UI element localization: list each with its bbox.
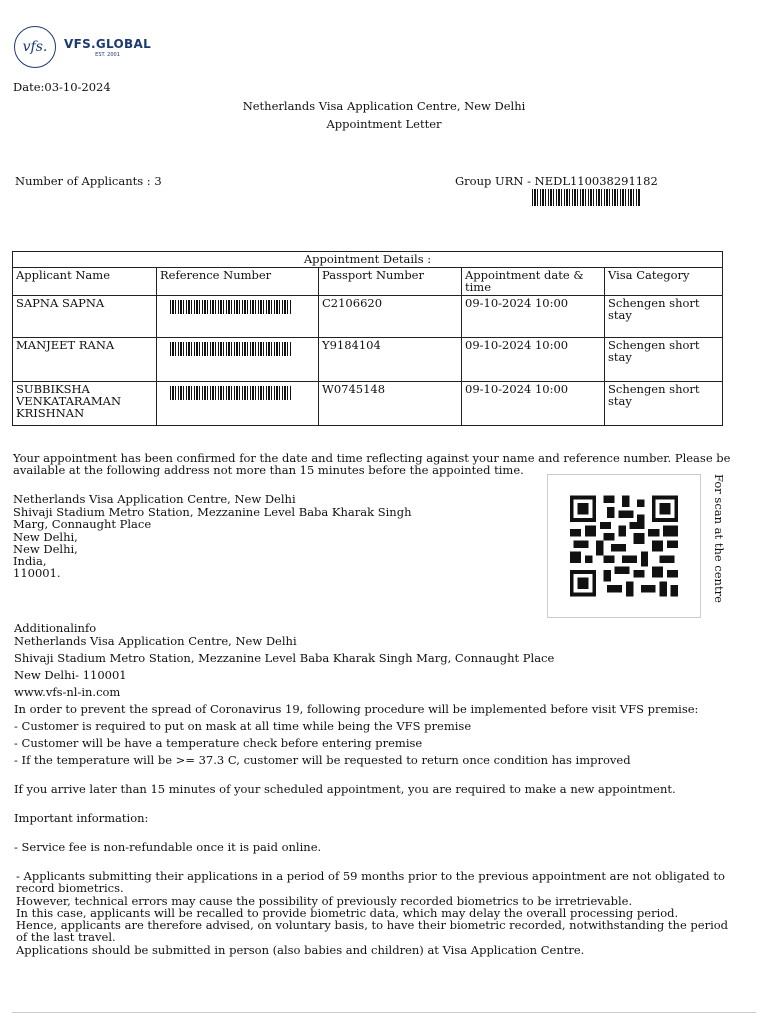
important-heading: Important information: (14, 811, 149, 825)
header-reference-number: Reference Number (157, 268, 319, 296)
centre-heading: Netherlands Visa Application Centre, New Delhi (242, 99, 526, 113)
appointment-datetime: 09-10-2024 10:00 (462, 296, 605, 338)
letter-title: Appointment Letter (326, 117, 442, 131)
applicant-name: SUBBIKSHA VENKATARAMAN KRISHNAN (13, 382, 157, 426)
visa-category: Schengen short stay (605, 296, 723, 338)
header-applicant-name: Applicant Name (13, 268, 157, 296)
additional-line: - Customer is required to put on mask at all time while being the VFS premise (14, 719, 472, 733)
passport-number: W0745148 (319, 382, 462, 426)
header-visa-category: Visa Category (605, 268, 723, 296)
header-appointment-datetime: Appointment date & time (462, 268, 605, 296)
confirmation-text: Your appointment has been confirmed for the date and time reflecting against your name and reference number. Please be available at the following address not more than 15 minutes before the appointed time. (13, 451, 731, 477)
biometrics-line: However, technical errors may cause the possibility of previously recorded biometrics to be irretrievable. (16, 894, 633, 908)
biometrics-line: Hence, applicants are therefore advised, on voluntary basis, to have their biometric recorded, notwithstanding the period of the last travel. (16, 918, 729, 944)
group-urn: Group URN - NEDL110038291182 (455, 174, 658, 188)
qr-code-box (547, 474, 701, 618)
table-caption: Appointment Details : (13, 252, 723, 268)
fee-notice: - Service fee is non-refundable once it is paid online. (14, 840, 322, 854)
address-line: India, (13, 554, 47, 568)
website-link: www.vfs-nl-in.com (14, 685, 121, 699)
vfs-logo (14, 26, 151, 68)
reference-number-cell (157, 338, 319, 382)
reference-barcode (170, 342, 292, 356)
additional-line: Netherlands Visa Application Centre, New Delhi (14, 634, 297, 648)
biometrics-line: In this case, applicants will be recalled to provide biometric data, which may delay the overall processing period. (16, 906, 679, 920)
number-of-applicants: Number of Applicants : 3 (15, 174, 162, 188)
appointment-datetime: 09-10-2024 10:00 (462, 338, 605, 382)
table-row (13, 296, 723, 338)
address-line: New Delhi, (13, 530, 78, 544)
address-line: Netherlands Visa Application Centre, New Delhi (13, 492, 296, 506)
qr-code-icon (570, 495, 678, 597)
address-line: New Delhi, (13, 542, 78, 556)
biometrics-line: - Applicants submitting their applications in a period of 59 months prior to the previous appointment are not obligated to record biometrics. (16, 869, 725, 895)
group-urn-barcode (532, 189, 640, 206)
letter-date: Date:03-10-2024 (13, 80, 111, 94)
reference-number-cell (157, 296, 319, 338)
passport-number: C2106620 (319, 296, 462, 338)
applicant-name: SAPNA SAPNA (13, 296, 157, 338)
visa-category: Schengen short stay (605, 382, 723, 426)
visa-category: Schengen short stay (605, 338, 723, 382)
header-passport-number: Passport Number (319, 268, 462, 296)
appointment-table (12, 251, 723, 426)
biometrics-line: Applications should be submitted in person (also babies and children) at Visa Application Centre. (16, 943, 585, 957)
address-line: Marg, Connaught Place (13, 517, 152, 531)
additional-line: In order to prevent the spread of Coronavirus 19, following procedure will be implemented before visit VFS premise: (14, 702, 699, 716)
reference-barcode (170, 386, 292, 400)
late-arrival-notice: If you arrive later than 15 minutes of your scheduled appointment, you are required to make a new appointment. (14, 782, 676, 796)
additional-heading: Additionalinfo (14, 621, 97, 635)
table-row (13, 338, 723, 382)
applicant-name: MANJEET RANA (13, 338, 157, 382)
scan-label: For scan at the centre (712, 474, 726, 603)
additional-line: Shivaji Stadium Metro Station, Mezzanine Level Baba Kharak Singh Marg, Connaught Place (14, 651, 555, 665)
vfs-logo-mark: vfs. (14, 26, 56, 68)
vfs-est-year: EST. 2001 (95, 51, 120, 58)
passport-number: Y9184104 (319, 338, 462, 382)
reference-barcode (170, 300, 292, 314)
additional-line: New Delhi- 110001 (14, 668, 127, 682)
footer-divider (12, 1012, 756, 1013)
address-line: 110001. (13, 566, 61, 580)
table-row (13, 382, 723, 426)
additional-line: - Customer will be have a temperature check before entering premise (14, 736, 423, 750)
appointment-datetime: 09-10-2024 10:00 (462, 382, 605, 426)
vfs-brand-name: VFS.GLOBAL (64, 36, 152, 51)
address-line: Shivaji Stadium Metro Station, Mezzanine Level Baba Kharak Singh (13, 505, 412, 519)
reference-number-cell (157, 382, 319, 426)
additional-line: - If the temperature will be >= 37.3 C, customer will be requested to return once condition has improved (14, 753, 631, 767)
